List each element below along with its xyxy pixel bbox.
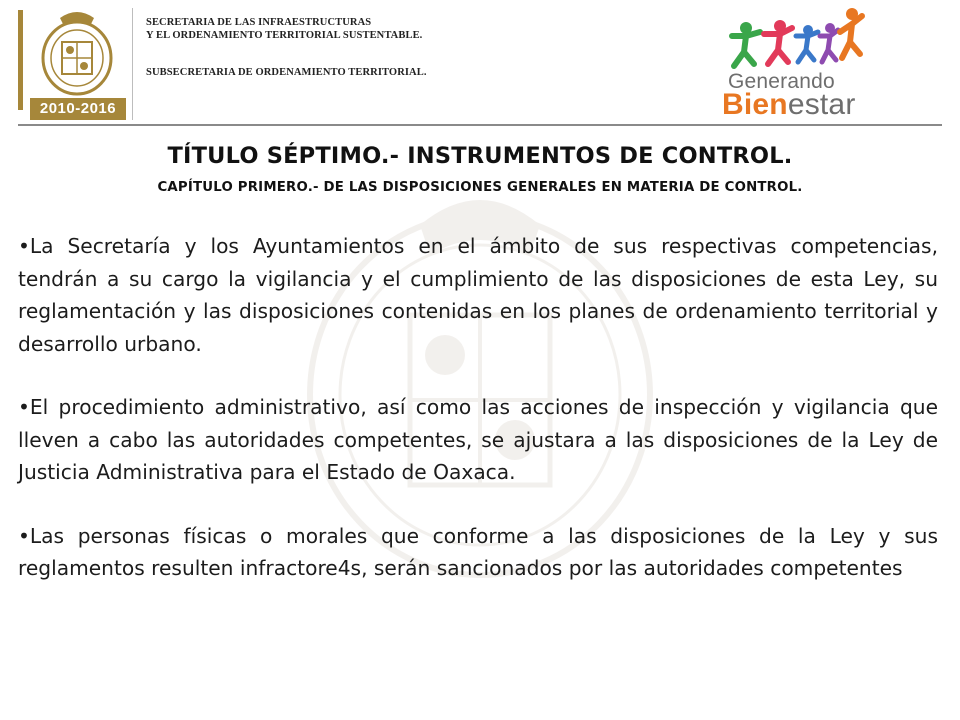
header-rule <box>18 124 942 126</box>
org-line-2: Y EL ORDENAMIENTO TERRITORIAL SUSTENTABLE. <box>146 30 423 41</box>
header-divider <box>132 8 133 120</box>
brand-generando-text: Generando <box>728 70 835 93</box>
chapter-subtitle: CAPÍTULO PRIMERO.- DE LAS DISPOSICIONES GENERALES EN MATERIA DE CONTROL. <box>157 180 803 195</box>
org-line-1: SECRETARIA DE LAS INFRAESTRUCTURAS <box>146 17 372 28</box>
paragraph-text: Las personas físicas o morales que conforme a las disposiciones de la Ley y sus reglamentos resulten infractore4s, serán sancionados por las autoridades competentes <box>18 523 938 580</box>
oaxaca-seal-logo <box>32 6 122 96</box>
paragraph-text: El procedimiento administrativo, así como las acciones de inspección y vigilancia que lleven a cabo las autoridades competentes, se ajustara a las disposiciones de la Ley de Justicia Administrativa para el Estado de Oaxaca. <box>18 395 938 484</box>
bullet: • <box>18 523 30 548</box>
brand-estar-part: estar <box>787 88 856 121</box>
header-org-text <box>146 16 427 79</box>
paragraph-1 <box>18 230 938 360</box>
document-title: TÍTULO SÉPTIMO.- INSTRUMENTOS DE CONTROL. <box>167 143 793 169</box>
years-badge: 2010-2016 <box>30 98 126 120</box>
brand-bienestar-text <box>722 88 856 122</box>
bullet: • <box>18 234 30 258</box>
document-body <box>18 230 938 616</box>
brand-bien-part: Bien <box>722 88 788 121</box>
paragraph-3 <box>18 520 938 585</box>
suborg-line: SUBSECRETARIA DE ORDENAMIENTO TERRITORIAL. <box>146 67 427 78</box>
gold-divider-bar <box>18 10 23 110</box>
bullet: • <box>18 395 30 419</box>
paragraph-text: La Secretaría y los Ayuntamientos en el ámbito de sus respectivas competencias, tendrán a su cargo la vigilancia y el cumplimiento de las disposiciones de esta Ley, su reglamentación y las disposiciones contenidas en los planes de ordenamiento territorial y desarrollo urbano. <box>18 234 938 356</box>
paragraph-2 <box>18 391 938 489</box>
